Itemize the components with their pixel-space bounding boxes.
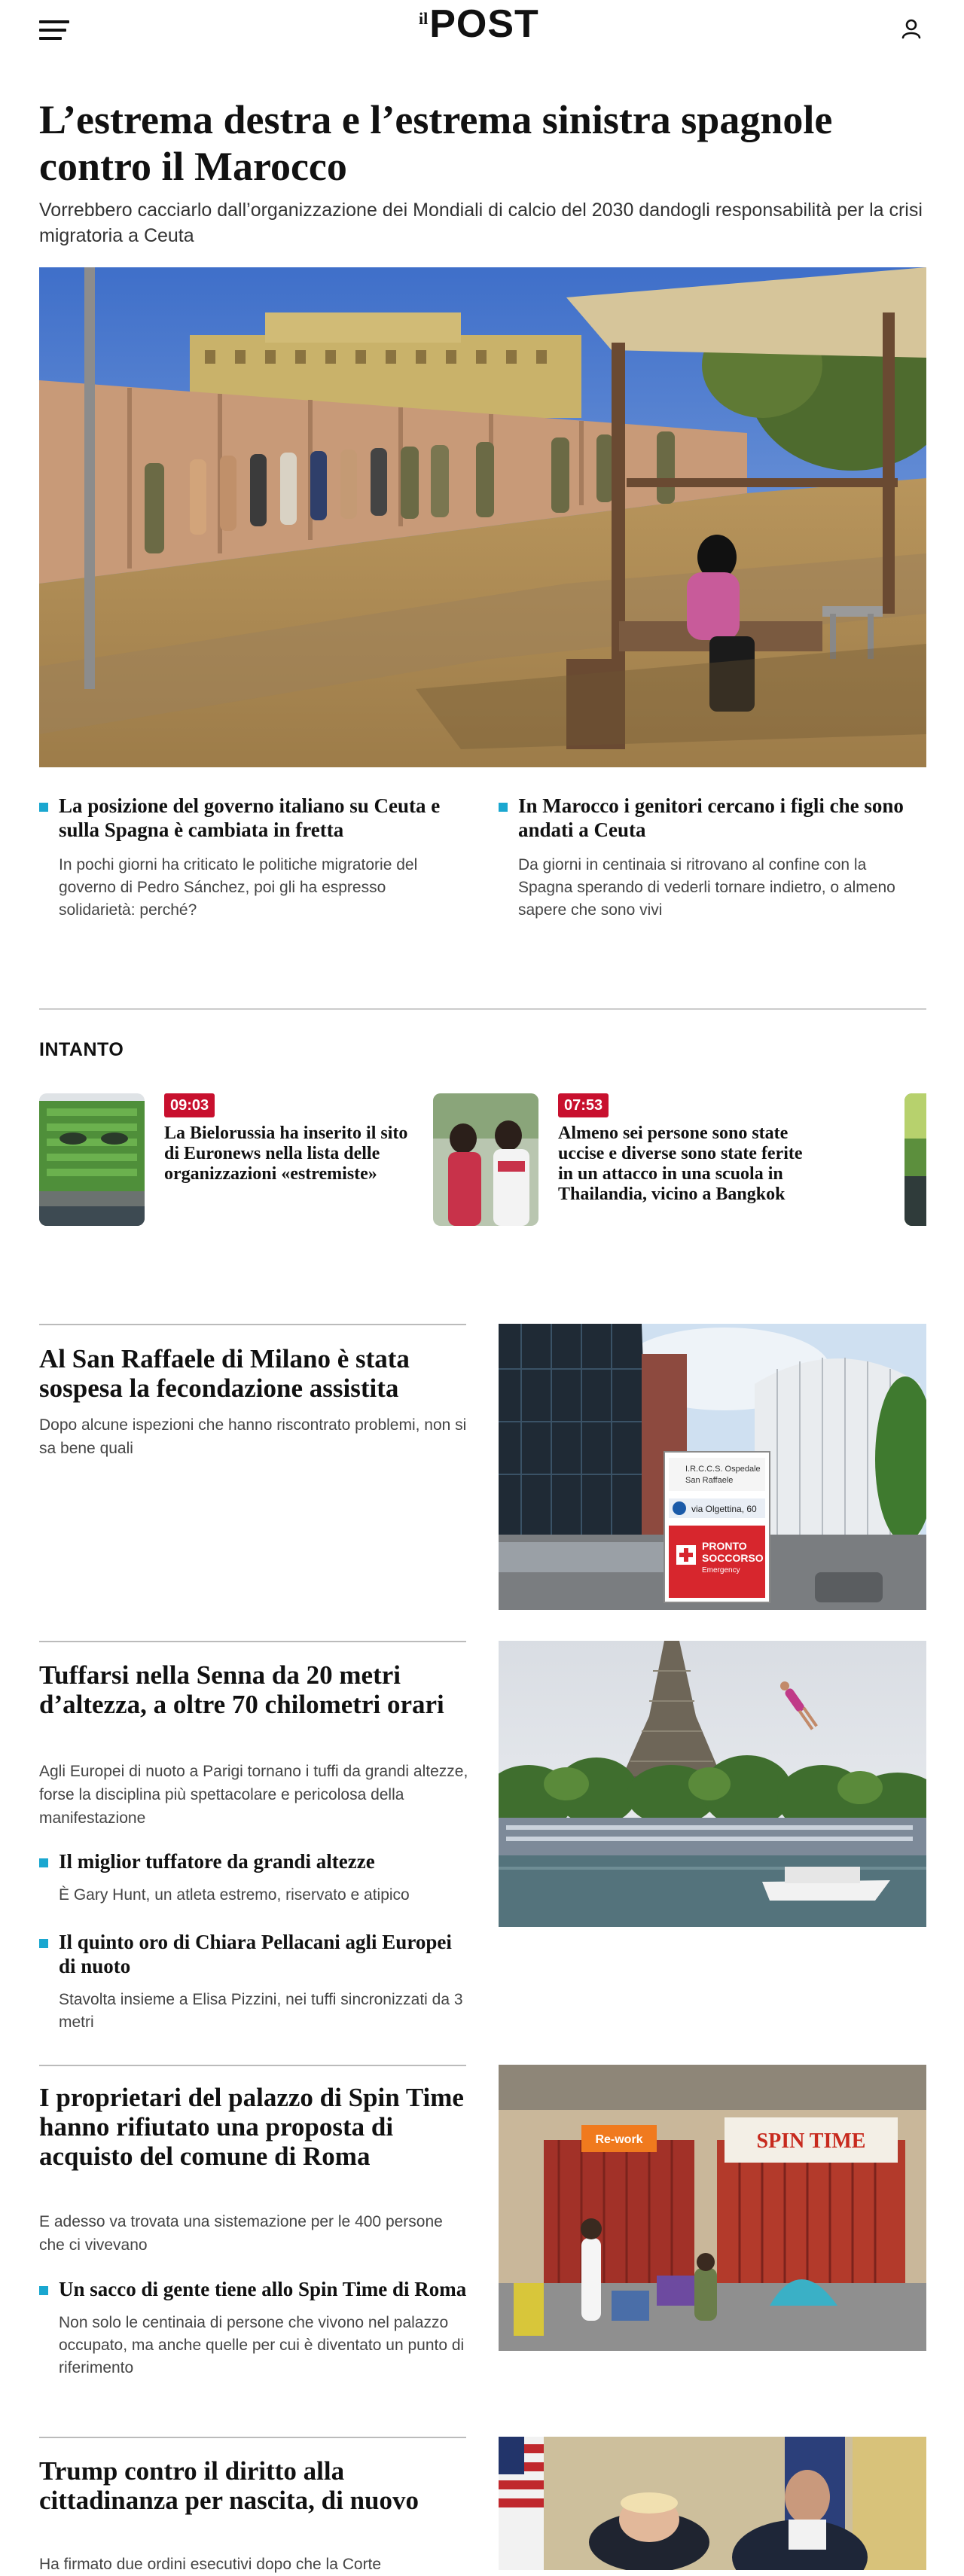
site-logo[interactable] bbox=[419, 2, 551, 50]
article-related-item bbox=[39, 1849, 468, 1907]
article-divider bbox=[39, 2437, 466, 2438]
article-desc: E adesso va trovata una sistemazione per le 400 persone che ci vivevano bbox=[39, 2213, 443, 2254]
shop-sign-text: Re-work bbox=[595, 2133, 643, 2146]
related-desc: Stavolta insieme a Elisa Pizzini, nei tuffi sincronizzati da 3 metri bbox=[59, 1991, 463, 2031]
live-title[interactable]: Almeno sei persone sono state uccise e diverse sono state ferite in un attacco in una scuola in Thailandia, vicino a Bangkok bbox=[558, 1123, 803, 1204]
article-related-item bbox=[39, 2277, 468, 2379]
section-divider bbox=[39, 1008, 926, 1010]
related-item bbox=[499, 794, 920, 922]
bullet-marker bbox=[39, 1939, 48, 1948]
related-item bbox=[39, 794, 461, 922]
live-thumbnail[interactable] bbox=[433, 1093, 538, 1226]
sign-text: Emergency bbox=[702, 1566, 740, 1575]
related-title[interactable]: La posizione del governo italiano su Ceuta e sulla Spagna è cambiata in fretta bbox=[59, 794, 441, 841]
article-title[interactable]: Trump contro il diritto alla cittadinanza per nascita, di nuovo bbox=[39, 2456, 419, 2515]
article-title[interactable]: Al San Raffaele di Milano è stata sospesa la fecondazione assistita bbox=[39, 1344, 410, 1403]
article-desc: Dopo alcune ispezioni che hanno riscontrato problemi, non si sa bene quali bbox=[39, 1416, 467, 1457]
shop-sign-text: SPIN TIME bbox=[756, 2129, 866, 2153]
article-title[interactable]: Tuffarsi nella Senna da 20 metri d’altezza, a oltre 70 chilometri orari bbox=[39, 1660, 444, 1719]
article-photo[interactable] bbox=[499, 2437, 926, 2570]
article-photo[interactable] bbox=[499, 2065, 926, 2351]
bullet-marker bbox=[39, 803, 48, 812]
article-divider bbox=[39, 1324, 466, 1325]
related-desc: Non solo le centinaia di persone che vivono nel palazzo occupato, ma anche quelle per cui è diventato un punto di riferimento bbox=[59, 2314, 465, 2376]
sign-text: PRONTO bbox=[702, 1540, 747, 1552]
article-related-item bbox=[39, 1930, 468, 2034]
related-title[interactable]: Il miglior tuffatore da grandi altezze bbox=[59, 1850, 375, 1873]
related-title[interactable]: Un sacco di gente tiene allo Spin Time di Roma bbox=[59, 2278, 467, 2300]
hero-photo[interactable] bbox=[39, 267, 926, 767]
article-desc: Agli Europei di nuoto a Parigi tornano i tuffi da grandi altezze, forse la disciplina più spettacolare e pericolosa della manifestazione bbox=[39, 1763, 468, 1827]
logo-prefix: il bbox=[419, 9, 429, 28]
hamburger-menu-icon[interactable] bbox=[39, 20, 69, 40]
live-news-item[interactable] bbox=[433, 1093, 855, 1226]
section-label-intanto: INTANTO bbox=[39, 1039, 124, 1060]
bullet-marker bbox=[39, 1858, 48, 1867]
article-photo[interactable] bbox=[499, 1641, 926, 1927]
related-title[interactable]: In Marocco i genitori cercano i figli che sono andati a Ceuta bbox=[518, 794, 904, 841]
logo-text: POST bbox=[429, 2, 539, 46]
article-photo[interactable] bbox=[499, 1324, 926, 1610]
live-title[interactable]: La Bielorussia ha inserito il sito di Euronews nella lista delle organizzazioni «estremiste» bbox=[164, 1123, 408, 1184]
article-title[interactable]: I proprietari del palazzo di Spin Time hanno rifiutato una proposta di acquisto del comune di Roma bbox=[39, 2083, 464, 2171]
sign-text: I.R.C.C.S. Ospedale bbox=[685, 1465, 761, 1474]
live-thumbnail[interactable] bbox=[39, 1093, 145, 1226]
sign-text: San Raffaele bbox=[685, 1476, 734, 1485]
sign-text: SOCCORSO bbox=[702, 1552, 764, 1564]
hero-related-right bbox=[499, 794, 920, 922]
sign-text: via Olgettina, 60 bbox=[691, 1504, 757, 1514]
live-news-item[interactable] bbox=[39, 1093, 431, 1226]
bullet-marker bbox=[499, 803, 508, 812]
hero-related-left bbox=[39, 794, 461, 922]
bullet-marker bbox=[39, 2286, 48, 2295]
article-divider bbox=[39, 1641, 466, 1642]
article-divider bbox=[39, 2065, 466, 2066]
related-desc: In pochi giorni ha criticato le politiche migratorie del governo di Pedro Sánchez, poi gli ha espresso solidarietà: perché? bbox=[59, 856, 418, 919]
live-next-thumbnail[interactable] bbox=[905, 1093, 926, 1226]
related-title[interactable]: Il quinto oro di Chiara Pellacani agli Europei di nuoto bbox=[59, 1931, 452, 1977]
live-timestamp-badge: 07:53 bbox=[558, 1093, 609, 1117]
related-desc: Da giorni in centinaia si ritrovano al confine con la Spagna sperando di vederli tornare indietro, o almeno sapere che sono vivi bbox=[518, 856, 895, 919]
site-header bbox=[0, 0, 964, 57]
related-desc: È Gary Hunt, un atleta estremo, riservato e atipico bbox=[59, 1886, 410, 1904]
live-timestamp-badge: 09:03 bbox=[164, 1093, 215, 1117]
hero-subtitle: Vorrebbero cacciarlo dall’organizzazione dei Mondiali di calcio del 2030 dandogli responsabilità per la crisi migratoria a Ceuta bbox=[39, 200, 923, 246]
user-icon[interactable] bbox=[899, 17, 923, 41]
hero-headline[interactable]: L’estrema destra e l’estrema sinistra spagnole contro il Marocco bbox=[39, 97, 833, 189]
article-desc: Ha firmato due ordini esecutivi dopo che la Corte bbox=[39, 2556, 382, 2573]
